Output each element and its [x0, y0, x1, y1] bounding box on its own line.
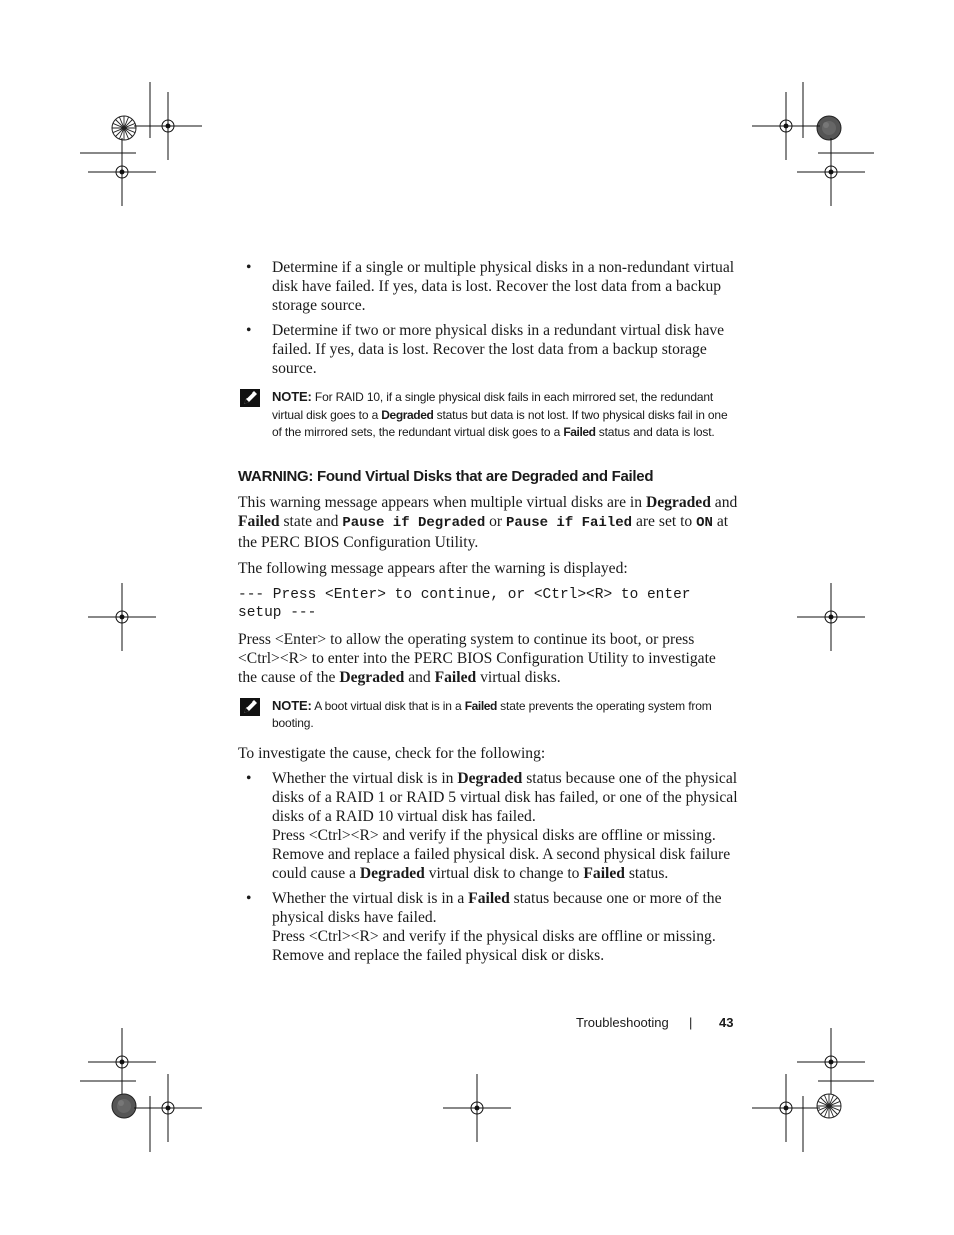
paragraph-following-message: The following message appears after the warning is displayed:: [238, 559, 628, 577]
note-label: NOTE:: [272, 389, 312, 404]
page-number: 43: [719, 1015, 734, 1030]
code-line: --- Press <Enter> to continue, or <Ctrl><R> to enter: [238, 586, 691, 603]
note-pencil-icon: [240, 389, 260, 407]
main-content: [238, 258, 738, 965]
code-line: setup ---: [238, 604, 317, 621]
paragraph-press-enter: Press <Enter> to allow the operating system to continue its boot, or press <Ctrl><R> to enter into the PERC BIOS Configuration Utility to investigate the cause of the Degraded and Failed virtual disks.: [238, 630, 716, 686]
section-heading: WARNING: Found Virtual Disks that are Degraded and Failed: [238, 467, 654, 485]
bullet-marker: •: [246, 889, 252, 907]
list-item: • Whether the virtual disk is in Degraded status because one of the physical disks of a RAID 1 or RAID 5 virtual disk has failed, or one of the physical disks of a RAID 10 virtual disk has failed. Press <Ctrl><R> and verify if the physical disks are offline or missing. Remove and replace a failed physical disk. A second physical disk failure could cause a Degraded virtual disk to change to Failed status.: [246, 769, 738, 882]
list-item: • Determine if a single or multiple physical disks in a non-redundant virtual disk have failed. If yes, data is lost. Recover the lost data from a backup storage source.: [246, 259, 735, 314]
footer-separator: |: [689, 1015, 693, 1030]
note-raid10: NOTE: For RAID 10, if a single physical disk fails in each mirrored set, the redundant virtual disk goes to a Degraded status but data is not lost. If two physical disks fail in one of the mirrored sets, the redundant virtual disk goes to a Failed status and data is lost.: [238, 388, 738, 442]
bullet-list-causes: [238, 769, 738, 965]
paragraph-investigate: To investigate the cause, check for the following:: [238, 744, 546, 762]
footer-section-title: Troubleshooting: [576, 1015, 669, 1030]
list-item: • Determine if two or more physical disks in a redundant virtual disk have failed. If yes, data is lost. Recover the lost data from a backup storage source.: [246, 322, 725, 377]
list-item: • Whether the virtual disk is in a Failed status because one or more of the physical disks have failed. Press <Ctrl><R> and verify if the physical disks are offline or missing. Remove and replace the failed physical disk or disks.: [246, 889, 722, 964]
bullet-marker: •: [246, 259, 252, 276]
note-boot-disk: NOTE: A boot virtual disk that is in a Failed state prevents the operating system from booting.: [238, 697, 738, 733]
paragraph-warning-intro: This warning message appears when multiple virtual disks are in Degraded and Failed state and Pause if Degraded or Pause if Failed are set to ON at the PERC BIOS Configuration Utility.: [238, 493, 738, 551]
bullet-marker: •: [246, 322, 252, 339]
bullet-marker: •: [246, 769, 252, 787]
code-block: [238, 586, 738, 622]
bullet-list-recovery: [238, 258, 738, 378]
note-pencil-icon: [240, 698, 260, 716]
note-label: NOTE:: [272, 697, 312, 713]
